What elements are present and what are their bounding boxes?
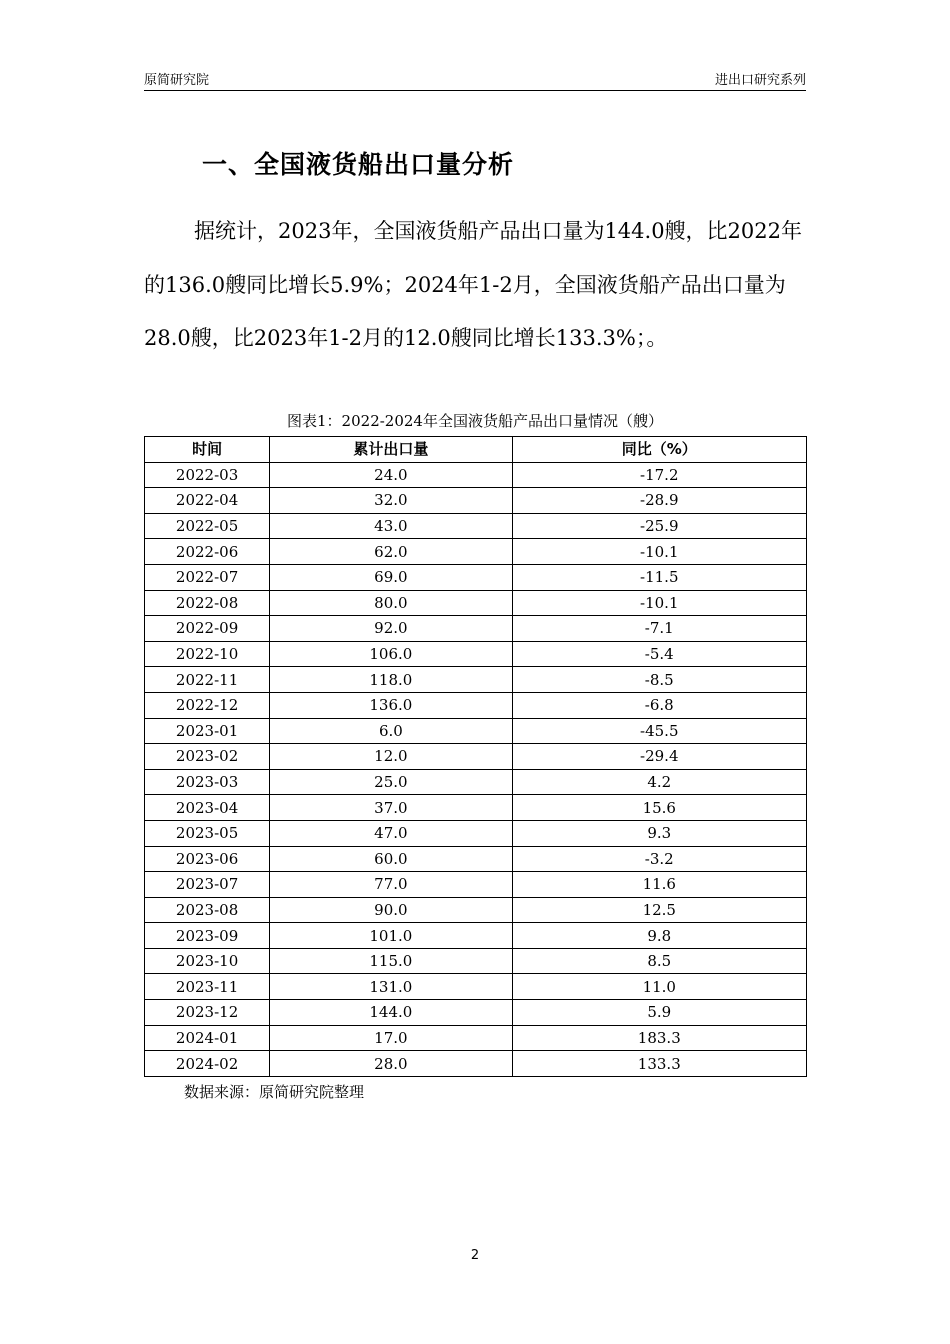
cell-cumulative-export: 77.0 [270,872,512,898]
header-org-name: 原简研究院 [144,73,210,88]
cell-time: 2023-06 [145,846,270,872]
cell-yoy: 9.3 [512,820,806,846]
cell-cumulative-export: 25.0 [270,769,512,795]
table-row [145,897,807,923]
cell-cumulative-export: 131.0 [270,974,512,1000]
cell-yoy: 11.6 [512,872,806,898]
cell-cumulative-export: 6.0 [270,718,512,744]
table-row [145,872,807,898]
table-row [145,923,807,949]
cell-time: 2023-04 [145,795,270,821]
cell-cumulative-export: 115.0 [270,948,512,974]
cell-cumulative-export: 118.0 [270,667,512,693]
table-row [145,846,807,872]
cell-yoy: -10.1 [512,590,806,616]
table-header-row [145,437,807,463]
cell-cumulative-export: 90.0 [270,897,512,923]
cell-time: 2022-08 [145,590,270,616]
cell-time: 2023-03 [145,769,270,795]
cell-time: 2022-03 [145,462,270,488]
cell-yoy: 5.9 [512,1000,806,1026]
cell-cumulative-export: 106.0 [270,641,512,667]
cell-yoy: -45.5 [512,718,806,744]
table-row [145,769,807,795]
cell-yoy: -7.1 [512,616,806,642]
table-row [145,692,807,718]
body-paragraph: 据统计，2023年，全国液货船产品出口量为144.0艘，比2022年的136.0艘同比增长5.9%；2024年1-2月，全国液货船产品出口量为28.0艘，比2023年1-2月的12.0艘同比增长133.3%；。 [144,219,803,350]
table-row [145,948,807,974]
cell-yoy: -5.4 [512,641,806,667]
cell-time: 2023-02 [145,744,270,770]
cell-time: 2023-07 [145,872,270,898]
table-row [145,1000,807,1026]
cell-cumulative-export: 92.0 [270,616,512,642]
table-caption: 图表1：2022-2024年全国液货船产品出口量情况（艘） [287,412,663,430]
table-row [145,590,807,616]
cell-time: 2022-05 [145,513,270,539]
cell-time: 2022-06 [145,539,270,565]
header-time: 时间 [145,437,270,463]
cell-yoy: 15.6 [512,795,806,821]
cell-cumulative-export: 80.0 [270,590,512,616]
cell-yoy: -8.5 [512,667,806,693]
cell-time: 2023-11 [145,974,270,1000]
table-row [145,513,807,539]
export-volume-table [144,436,807,1077]
table-row [145,1051,807,1077]
table-row [145,564,807,590]
cell-time: 2023-12 [145,1000,270,1026]
header-cumulative-export: 累计出口量 [270,437,512,463]
cell-cumulative-export: 136.0 [270,692,512,718]
cell-time: 2023-09 [145,923,270,949]
cell-cumulative-export: 32.0 [270,488,512,514]
cell-time: 2023-10 [145,948,270,974]
cell-yoy: -6.8 [512,692,806,718]
cell-time: 2022-12 [145,692,270,718]
table-body [145,462,807,1076]
table-row [145,616,807,642]
table-row [145,667,807,693]
cell-time: 2023-01 [145,718,270,744]
cell-yoy: -10.1 [512,539,806,565]
cell-time: 2024-01 [145,1025,270,1051]
cell-time: 2023-05 [145,820,270,846]
header-yoy: 同比（%） [512,437,806,463]
cell-cumulative-export: 24.0 [270,462,512,488]
cell-cumulative-export: 17.0 [270,1025,512,1051]
cell-time: 2022-04 [145,488,270,514]
cell-yoy: 11.0 [512,974,806,1000]
cell-cumulative-export: 43.0 [270,513,512,539]
cell-yoy: 8.5 [512,948,806,974]
cell-cumulative-export: 37.0 [270,795,512,821]
cell-cumulative-export: 62.0 [270,539,512,565]
table-row [145,795,807,821]
cell-cumulative-export: 12.0 [270,744,512,770]
cell-yoy: 4.2 [512,769,806,795]
cell-yoy: 183.3 [512,1025,806,1051]
table-row [145,641,807,667]
cell-cumulative-export: 60.0 [270,846,512,872]
table-row [145,820,807,846]
table-row [145,488,807,514]
table-row [145,539,807,565]
cell-time: 2022-10 [145,641,270,667]
table-row [145,974,807,1000]
page-header [144,66,806,91]
cell-yoy: -17.2 [512,462,806,488]
cell-yoy: 9.8 [512,923,806,949]
table-row [145,718,807,744]
cell-yoy: -11.5 [512,564,806,590]
section-title: 一、全国液货船出口量分析 [202,150,515,179]
cell-time: 2022-09 [145,616,270,642]
cell-yoy: 12.5 [512,897,806,923]
cell-cumulative-export: 69.0 [270,564,512,590]
cell-yoy: -3.2 [512,846,806,872]
data-source-note: 数据来源：原简研究院整理 [184,1083,365,1101]
table-row [145,744,807,770]
cell-time: 2022-11 [145,667,270,693]
cell-cumulative-export: 101.0 [270,923,512,949]
cell-time: 2023-08 [145,897,270,923]
cell-yoy: -25.9 [512,513,806,539]
cell-yoy: -28.9 [512,488,806,514]
cell-time: 2022-07 [145,564,270,590]
page-number: 2 [470,1248,480,1263]
cell-yoy: -29.4 [512,744,806,770]
cell-cumulative-export: 28.0 [270,1051,512,1077]
cell-yoy: 133.3 [512,1051,806,1077]
table-row [145,1025,807,1051]
cell-cumulative-export: 47.0 [270,820,512,846]
cell-time: 2024-02 [145,1051,270,1077]
header-series-name: 进出口研究系列 [714,73,806,88]
table-row [145,462,807,488]
cell-cumulative-export: 144.0 [270,1000,512,1026]
